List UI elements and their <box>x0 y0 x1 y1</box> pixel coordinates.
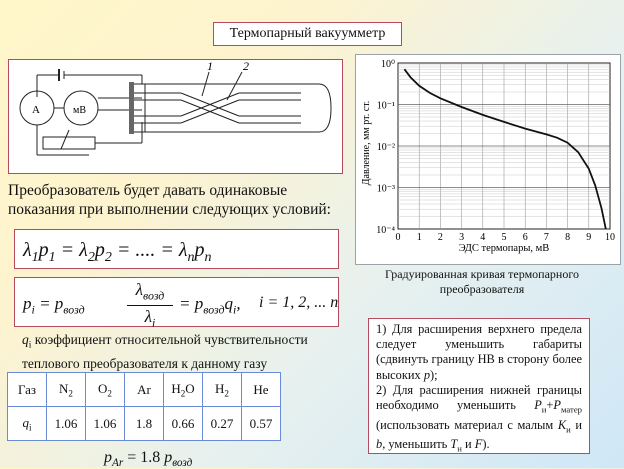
q-coefficient-note: $q_i$ коэффициент относительной чувствительности теплового преобразователя к данному газу <box>22 332 308 371</box>
x-tick-label: 6 <box>522 232 528 243</box>
condition-1: 1) Для расширения верхнего предела следует уменьшить габариты (сдвинуть границу НВ в сторону более высоких p); <box>376 322 582 382</box>
calibration-chart <box>355 54 621 265</box>
equation-pressure-relation: $p_i = p_{возд}$ $\lambda_{возд}$ $\lambda_i$ = $p_{возд}q_i$, i = 1, 2, ... n <box>14 277 339 327</box>
calibration-curve <box>404 69 605 229</box>
table-row <box>8 407 281 441</box>
condition-2: 2) Для расширения нижней границы необходимо уменьшить $P_и+P_{матер}$ (использовать материал с малым $K_и$ и b, уменьшить $T_н$ и F). <box>376 382 582 454</box>
fraction: $\lambda_{возд}$ $\lambda_i$ <box>127 280 173 334</box>
gas-coefficient-table <box>7 372 281 441</box>
range-extension-conditions <box>368 318 590 454</box>
x-tick-label: 2 <box>437 232 443 243</box>
table-cell-gas: He <box>242 373 281 407</box>
table-cell-gas: $H_2$ <box>203 373 242 407</box>
chart-svg <box>356 55 620 264</box>
table-cell-value: 0.57 <box>242 407 281 441</box>
rheostat <box>43 137 95 149</box>
y-tick-label: 10⁻² <box>376 142 395 153</box>
x-tick-label: 10 <box>605 232 615 243</box>
x-tick-label: 1 <box>416 232 422 243</box>
x-tick-label: 5 <box>501 232 507 243</box>
table-row <box>8 373 281 407</box>
table-cell-gas: $O_2$ <box>86 373 125 407</box>
label-1: 1 <box>207 60 213 73</box>
table-cell-value: 1.06 <box>47 407 86 441</box>
table-cell-value: 1.8 <box>125 407 164 441</box>
table-header-cell: Газ <box>8 373 47 407</box>
ammeter-label: A <box>32 104 40 116</box>
x-tick-label: 7 <box>543 232 549 243</box>
circuit-diagram <box>8 59 343 174</box>
millivoltmeter-label: мВ <box>73 105 86 116</box>
x-tick-label: 9 <box>586 232 592 243</box>
slide-title: Термопарный вакуумметр <box>213 22 402 46</box>
table-cell-value: 0.66 <box>164 407 203 441</box>
y-tick-label: 10⁻³ <box>376 183 395 195</box>
x-tick-label: 0 <box>395 232 401 243</box>
label-2: 2 <box>243 60 249 73</box>
y-tick-label: 10⁻¹ <box>376 100 395 112</box>
equation-equal-readings: $\lambda_1p_1 = \lambda_2p_2$ = .... = $\lambda_np_n$ <box>14 229 339 269</box>
table-cell-gas: $H_2O$ <box>164 373 203 407</box>
table-cell-value: 0.27 <box>203 407 242 441</box>
circuit-svg <box>9 60 342 173</box>
chart-caption: Градуированная кривая термопарного преобразователя <box>385 267 579 296</box>
y-tick-label: 10⁰ <box>380 59 395 70</box>
y-tick-label: 10⁻⁴ <box>376 225 395 236</box>
x-tick-label: 4 <box>480 232 486 243</box>
x-tick-label: 8 <box>565 232 571 243</box>
table-cell-value: 1.06 <box>86 407 125 441</box>
table-cell-gas: $N_2$ <box>47 373 86 407</box>
table-cell-gas: Ar <box>125 373 164 407</box>
argon-formula: $p_{Ar} = 1.8$ $p_{возд}$ <box>104 449 193 469</box>
vacuum-tube <box>129 84 331 132</box>
chart-ylabel: Давление, мм рт. ст. <box>361 100 372 186</box>
chart-xlabel: ЭДС термопары, мВ <box>458 243 550 254</box>
condition-paragraph: Преобразователь будет давать одинаковые показания при выполнении следующих условий: <box>8 182 331 218</box>
table-header-cell: $q_i$ <box>8 407 47 441</box>
x-tick-label: 3 <box>459 232 465 243</box>
